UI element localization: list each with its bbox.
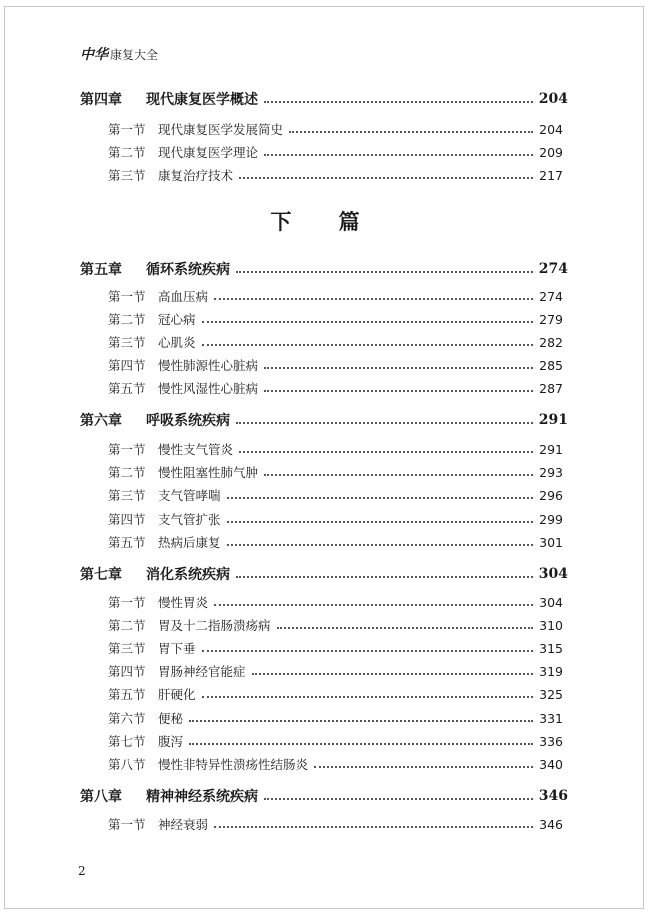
leader-dots [264, 474, 533, 476]
toc-section[interactable] [108, 685, 563, 703]
chapter-number: 第四章 [80, 92, 122, 108]
section-number: 第七节 [108, 734, 146, 749]
section-page: 336 [539, 733, 563, 749]
chapter-page: 304 [538, 566, 568, 582]
leader-dots [264, 798, 533, 800]
section-number: 第二节 [108, 312, 146, 327]
section-title: 慢性支气管炎 [158, 442, 234, 457]
toc-section[interactable] [108, 709, 563, 727]
chapter-title: 消化系统疾病 [146, 567, 230, 583]
leader-dots [202, 696, 534, 698]
toc-chapter[interactable] [80, 786, 568, 806]
toc-section[interactable] [108, 310, 563, 328]
toc-section[interactable] [108, 755, 563, 773]
leader-dots [239, 451, 533, 453]
chapter-number: 第五章 [80, 262, 122, 278]
leader-dots [277, 627, 534, 629]
section-title: 高血压病 [158, 289, 209, 304]
header-subtitle: 康复大全 [110, 48, 159, 62]
leader-dots [264, 390, 533, 392]
section-title: 现代康复医学理论 [158, 145, 259, 160]
section-title: 康复治疗技术 [158, 168, 234, 183]
section-page: 310 [539, 617, 563, 633]
section-page: 331 [539, 710, 563, 726]
leader-dots [214, 826, 533, 828]
toc-section[interactable] [108, 440, 563, 458]
chapter-page: 346 [538, 788, 568, 804]
toc-section[interactable] [108, 662, 563, 680]
leader-dots [236, 271, 533, 273]
section-number: 第一节 [108, 442, 146, 457]
leader-dots [289, 131, 533, 133]
section-title: 胃肠神经官能症 [158, 664, 246, 679]
section-title: 热病后康复 [158, 535, 221, 550]
chapter-title: 现代康复医学概述 [146, 92, 258, 108]
toc-section[interactable] [108, 120, 563, 138]
toc-section[interactable] [108, 639, 563, 657]
section-title: 慢性阻塞性肺气肿 [158, 465, 259, 480]
section-title: 慢性肺源性心脏病 [158, 358, 259, 373]
section-page: 287 [539, 380, 563, 396]
leader-dots [314, 766, 533, 768]
toc-chapter[interactable] [80, 564, 568, 584]
leader-dots [236, 422, 533, 424]
section-title: 神经衰弱 [158, 817, 209, 832]
section-page: 204 [539, 121, 563, 137]
leader-dots [189, 720, 533, 722]
section-number: 第五节 [108, 535, 146, 550]
leader-dots [264, 101, 533, 103]
section-page: 319 [539, 663, 563, 679]
section-page: 346 [539, 816, 563, 832]
chapter-title: 精神神经系统疾病 [146, 789, 258, 805]
section-number: 第一节 [108, 122, 146, 137]
section-number: 第三节 [108, 641, 146, 656]
leader-dots [189, 743, 533, 745]
page-number: 2 [78, 864, 86, 878]
leader-dots [264, 154, 533, 156]
section-title: 肝硬化 [158, 687, 196, 702]
toc-section[interactable] [108, 510, 563, 528]
leader-dots [202, 321, 534, 323]
section-number: 第五节 [108, 687, 146, 702]
toc-section[interactable] [108, 486, 563, 504]
leader-dots [236, 576, 533, 578]
section-page: 340 [539, 756, 563, 772]
leader-dots [227, 497, 534, 499]
section-title: 支气管哮喘 [158, 488, 221, 503]
toc-section[interactable] [108, 732, 563, 750]
leader-dots [227, 544, 534, 546]
section-title: 支气管扩张 [158, 512, 221, 527]
section-page: 299 [539, 511, 563, 527]
section-number: 第二节 [108, 618, 146, 633]
section-page: 325 [539, 686, 563, 702]
section-title: 冠心病 [158, 312, 196, 327]
section-number: 第二节 [108, 465, 146, 480]
section-page: 282 [539, 334, 563, 350]
toc-section[interactable] [108, 533, 563, 551]
toc-section[interactable] [108, 463, 563, 481]
leader-dots [252, 673, 534, 675]
running-header [80, 44, 158, 64]
leader-dots [202, 344, 534, 346]
section-page: 293 [539, 464, 563, 480]
chapter-number: 第六章 [80, 413, 122, 429]
section-page: 304 [539, 594, 563, 610]
section-number: 第四节 [108, 664, 146, 679]
header-brand: 中华 [80, 47, 108, 63]
section-page: 315 [539, 640, 563, 656]
section-number: 第一节 [108, 289, 146, 304]
section-number: 第三节 [108, 168, 146, 183]
toc-section[interactable] [108, 815, 563, 833]
section-page: 274 [539, 288, 563, 304]
section-page: 279 [539, 311, 563, 327]
toc-section[interactable] [108, 166, 563, 184]
section-page: 285 [539, 357, 563, 373]
section-title: 胃下垂 [158, 641, 196, 656]
leader-dots [214, 604, 533, 606]
section-title: 心肌炎 [158, 335, 196, 350]
leader-dots [239, 177, 533, 179]
toc-section[interactable] [108, 287, 563, 305]
section-number: 第八节 [108, 757, 146, 772]
chapter-page: 274 [538, 261, 568, 277]
toc-section[interactable] [108, 593, 563, 611]
toc-chapter[interactable] [80, 89, 568, 109]
section-page: 301 [539, 534, 563, 550]
section-title: 慢性胃炎 [158, 595, 209, 610]
section-number: 第六节 [108, 711, 146, 726]
chapter-page: 291 [538, 412, 568, 428]
toc-section[interactable] [108, 379, 563, 397]
leader-dots [264, 367, 533, 369]
toc-section[interactable] [108, 333, 563, 351]
section-title: 腹泻 [158, 734, 184, 749]
section-page: 296 [539, 487, 563, 503]
section-title: 便秘 [158, 711, 184, 726]
toc-chapter[interactable] [80, 259, 568, 279]
section-page: 291 [539, 441, 563, 457]
section-page: 209 [539, 144, 563, 160]
leader-dots [227, 521, 534, 523]
toc-chapter[interactable] [80, 410, 568, 430]
part-title: 下 篇 [270, 210, 380, 234]
toc-section[interactable] [108, 143, 563, 161]
chapter-number: 第七章 [80, 567, 122, 583]
section-title: 慢性风湿性心脏病 [158, 381, 259, 396]
chapter-number: 第八章 [80, 789, 122, 805]
section-title: 现代康复医学发展简史 [158, 122, 284, 137]
section-number: 第四节 [108, 512, 146, 527]
chapter-title: 循环系统疾病 [146, 262, 230, 278]
chapter-page: 204 [538, 91, 568, 107]
section-number: 第五节 [108, 381, 146, 396]
chapter-title: 呼吸系统疾病 [146, 413, 230, 429]
leader-dots [214, 298, 533, 300]
section-number: 第三节 [108, 335, 146, 350]
leader-dots [202, 650, 534, 652]
section-number: 第三节 [108, 488, 146, 503]
section-number: 第四节 [108, 358, 146, 373]
toc-section[interactable] [108, 616, 563, 634]
section-page: 217 [539, 167, 563, 183]
section-number: 第二节 [108, 145, 146, 160]
section-number: 第一节 [108, 595, 146, 610]
section-title: 胃及十二指肠溃疡病 [158, 618, 271, 633]
section-number: 第一节 [108, 817, 146, 832]
toc-section[interactable] [108, 356, 563, 374]
section-title: 慢性非特异性溃疡性结肠炎 [158, 757, 309, 772]
